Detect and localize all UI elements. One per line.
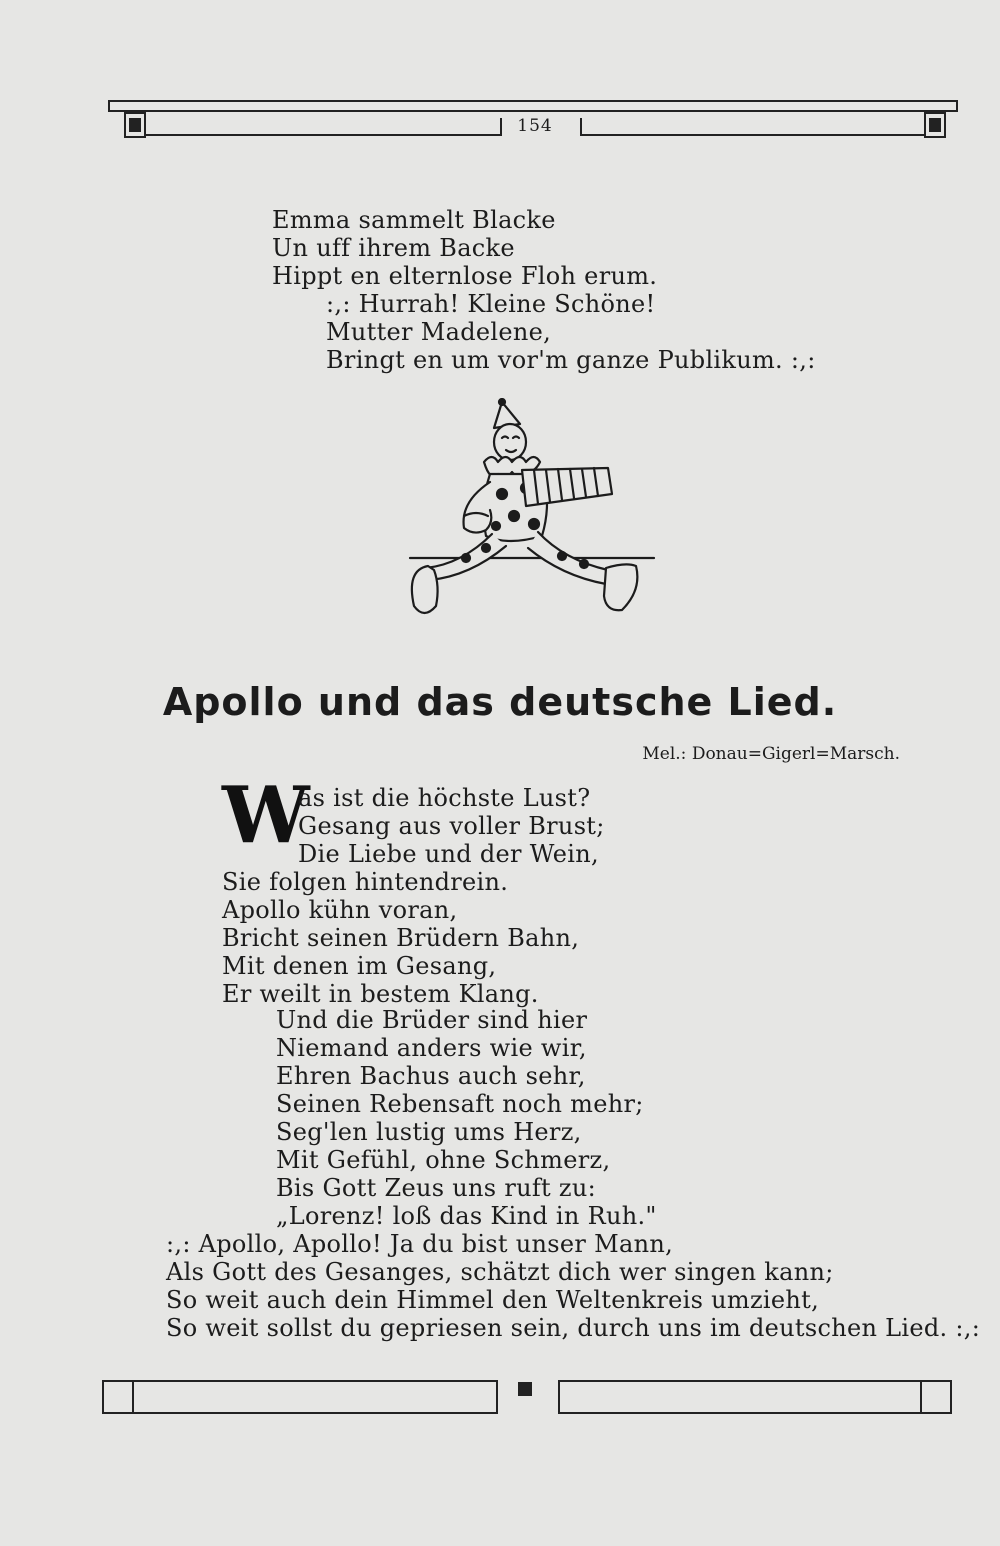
verse-line: Mit denen im Gesang, xyxy=(222,952,497,980)
header-right-line xyxy=(580,134,924,136)
clown-left-shoe xyxy=(412,566,438,613)
verse-line: Emma sammelt Blacke xyxy=(272,206,556,234)
footer-center-mark xyxy=(518,1382,532,1396)
verse-line: Gesang aus voller Brust; xyxy=(298,812,605,840)
verse-line: Bringt en um vor'm ganze Publikum. :,: xyxy=(326,346,816,374)
header-ornament xyxy=(108,98,960,144)
verse-line: Hippt en elternlose Floh erum. xyxy=(272,262,658,290)
clown-head xyxy=(494,424,526,460)
footer-ornament xyxy=(102,1380,954,1416)
footer-left-box xyxy=(102,1380,498,1414)
header-row xyxy=(124,112,946,138)
song-title: Apollo und das deutsche Lied. xyxy=(162,680,838,724)
verse-line: Er weilt in bestem Klang. xyxy=(222,980,539,1008)
verse-line: Apollo kühn voran, xyxy=(222,896,458,924)
verse-line: Mit Gefühl, ohne Schmerz, xyxy=(276,1146,611,1174)
verse-line: :,: Apollo, Apollo! Ja du bist unser Mann, xyxy=(166,1230,674,1258)
verse-line: So weit auch dein Himmel den Weltenkreis umzieht, xyxy=(166,1286,820,1314)
header-rule xyxy=(108,100,958,112)
verse-line: Sie folgen hintendrein. xyxy=(222,868,509,896)
clown-right-shoe xyxy=(604,564,637,610)
footer-right-box xyxy=(558,1380,952,1414)
clown-illustration xyxy=(402,398,662,628)
verse-line: Un uff ihrem Backe xyxy=(272,234,515,262)
page-number: 154 xyxy=(517,116,553,136)
verse-line: Ehren Bachus auch sehr, xyxy=(276,1062,586,1090)
verse-line: Bis Gott Zeus uns ruft zu: xyxy=(276,1174,597,1202)
verse-line: :,: Hurrah! Kleine Schöne! xyxy=(326,290,656,318)
verse-line: Niemand anders wie wir, xyxy=(276,1034,587,1062)
verse-line: So weit sollst du gepriesen sein, durch uns im deutschen Lied. :,: xyxy=(166,1314,981,1342)
verse-line: Seg'len lustig ums Herz, xyxy=(276,1118,582,1146)
verse-line: Die Liebe und der Wein, xyxy=(298,840,599,868)
verse-line: Und die Brüder sind hier xyxy=(276,1006,588,1034)
header-right-cap xyxy=(924,112,946,138)
verse-line: Bricht seinen Brüdern Bahn, xyxy=(222,924,580,952)
verse-line: „Lorenz! loß das Kind in Ruh." xyxy=(276,1202,657,1230)
clown-left-arm xyxy=(464,482,492,533)
drop-cap: W xyxy=(222,770,310,861)
melody-note: Mel.: Donau=Gigerl=Marsch. xyxy=(642,744,900,764)
verse-line: Mutter Madelene, xyxy=(326,318,552,346)
verse-line: Seinen Rebensaft noch mehr; xyxy=(276,1090,644,1118)
verse-line: Als Gott des Gesanges, schätzt dich wer singen kann; xyxy=(166,1258,834,1286)
verse-line: as ist die höchste Lust? xyxy=(298,784,591,812)
